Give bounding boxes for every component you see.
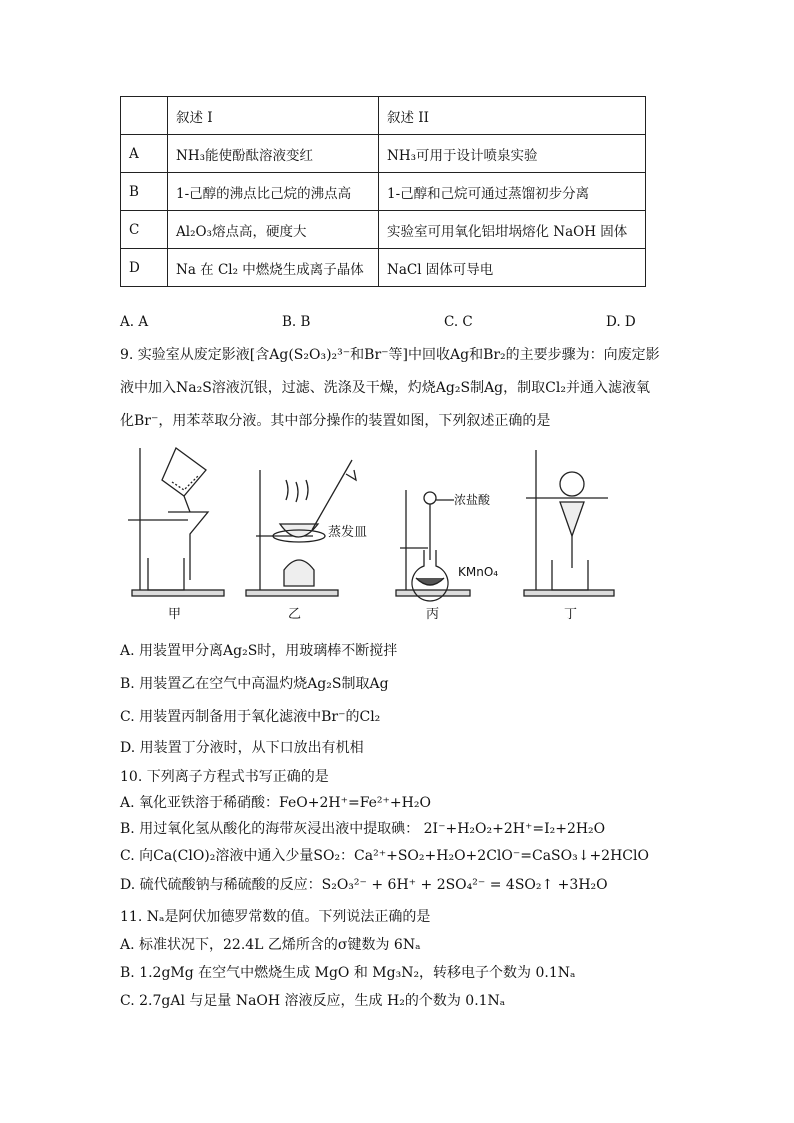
- label-yi: 乙: [288, 607, 302, 622]
- table-cell: 实验室可用氧化铝坩埚熔化 NaOH 固体: [379, 211, 646, 249]
- label-bing: 丙: [426, 607, 440, 622]
- table-row: [121, 211, 646, 249]
- q9-option-d[interactable]: D. 用装置丁分液时，从下口放出有机相: [120, 740, 364, 756]
- q11-option-c[interactable]: C. 2.7gAl 与足量 NaOH 溶液反应，生成 H₂的个数为 0.1Nₐ: [120, 993, 506, 1009]
- table-row: [121, 135, 646, 173]
- q9-stem-line1: 9. 实验室从废定影液[含Ag(S₂O₃)₂³⁻和Br⁻等]中回收Ag和Br₂的主要步骤为：向废定影: [120, 347, 660, 363]
- statement-table: [120, 96, 646, 287]
- table-header-cell: 叙述 II: [379, 97, 646, 135]
- label-conc-hcl: 浓盐酸: [454, 493, 491, 507]
- q9-stem-line2: 液中加入Na₂S溶液沉银，过滤、洗涤及干燥，灼烧Ag₂S制Ag，制取Cl₂并通入滤液氧: [120, 380, 650, 396]
- option-b[interactable]: B. B: [282, 314, 311, 330]
- q9-option-a[interactable]: A. 用装置甲分离Ag₂S时，用玻璃棒不断搅拌: [120, 643, 398, 659]
- q11-option-b[interactable]: B. 1.2gMg 在空气中燃烧生成 MgO 和 Mg₃N₂，转移电子个数为 0.1Nₐ: [120, 965, 576, 981]
- label-ding: 丁: [564, 607, 578, 622]
- q11-option-a[interactable]: A. 标准状况下，22.4L 乙烯所含的σ键数为 6Nₐ: [120, 937, 421, 953]
- apparatus-ding: [524, 450, 614, 596]
- q10-option-c[interactable]: C. 向Ca(ClO)₂溶液中通入少量SO₂：Ca²⁺+SO₂+H₂O+2ClO⁻=CaSO₃↓+2HClO: [120, 848, 649, 864]
- q10-option-b[interactable]: B. 用过氧化氢从酸化的海带灰浸出液中提取碘： 2I⁻+H₂O₂+2H⁺=I₂+2H₂O: [120, 821, 606, 837]
- table-row: [121, 249, 646, 287]
- label-jia: 甲: [168, 607, 182, 622]
- q9-option-c[interactable]: C. 用装置丙制备用于氧化滤液中Br⁻的Cl₂: [120, 709, 381, 725]
- table-cell: C: [121, 211, 168, 249]
- option-c[interactable]: C. C: [444, 314, 473, 330]
- table-cell: Na 在 Cl₂ 中燃烧生成离子晶体: [168, 249, 379, 287]
- table-cell: 1-己醇的沸点比己烷的沸点高: [168, 173, 379, 211]
- label-evap-dish: 蒸发皿: [328, 525, 368, 540]
- table-cell: B: [121, 173, 168, 211]
- q10-option-a[interactable]: A. 氧化亚铁溶于稀硝酸：FeO+2H⁺=Fe²⁺+H₂O: [120, 795, 431, 811]
- option-a[interactable]: A. A: [120, 314, 149, 330]
- table-cell: 1-己醇和己烷可通过蒸馏初步分离: [379, 173, 646, 211]
- table-header-cell: 叙述 I: [168, 97, 379, 135]
- apparatus-jia: [128, 448, 224, 596]
- table-cell: [121, 97, 168, 135]
- table-cell: NaCl 固体可导电: [379, 249, 646, 287]
- table-header-row: [121, 97, 646, 135]
- table-cell: NH₃可用于设计喷泉实验: [379, 135, 646, 173]
- table-cell: A: [121, 135, 168, 173]
- q10-option-d[interactable]: D. 硫代硫酸钠与稀硫酸的反应：S₂O₃²⁻ + 6H⁺ + 2SO₄²⁻ = 4SO₂↑ +3H₂O: [120, 877, 608, 893]
- option-d[interactable]: D. D: [606, 314, 636, 330]
- table-cell: NH₃能使酚酞溶液变红: [168, 135, 379, 173]
- apparatus-figure: [128, 440, 628, 628]
- q9-stem-line3: 化Br⁻，用苯萃取分液。其中部分操作的装置如图，下列叙述正确的是: [120, 413, 551, 429]
- table-row: [121, 173, 646, 211]
- q10-stem: 10. 下列离子方程式书写正确的是: [120, 769, 329, 785]
- table-cell: D: [121, 249, 168, 287]
- label-kmno4: KMnO₄: [458, 565, 499, 579]
- table-cell: Al₂O₃熔点高，硬度大: [168, 211, 379, 249]
- q11-stem: 11. Nₐ是阿伏加德罗常数的值。下列说法正确的是: [120, 909, 431, 925]
- q9-option-b[interactable]: B. 用装置乙在空气中高温灼烧Ag₂S制取Ag: [120, 676, 389, 692]
